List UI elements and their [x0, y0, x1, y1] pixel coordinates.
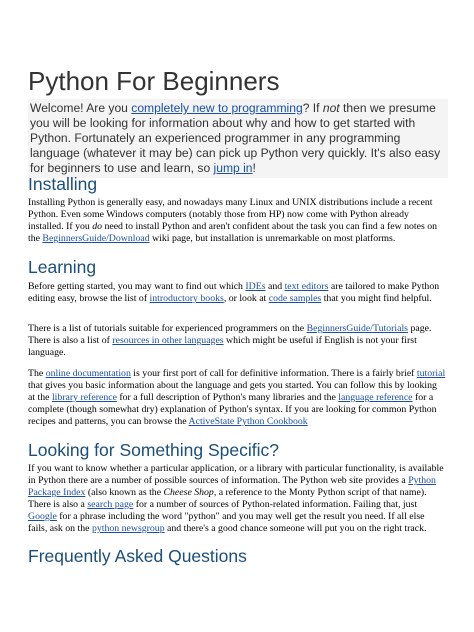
text: for a number of sources of Python-related information. Failing that, just — [133, 499, 418, 510]
text: There is a list of tutorials suitable for experienced programmers on the — [28, 323, 307, 334]
heading-learning: Learning — [28, 257, 97, 277]
link-resources-other-languages[interactable]: resources in other languages — [112, 335, 224, 346]
heading-looking-specific: Looking for Something Specific? — [28, 440, 279, 460]
paragraph-learning-3 — [28, 368, 446, 428]
link-code-samples[interactable]: code samples — [268, 293, 322, 304]
emphasis: Cheese Shop — [163, 487, 214, 498]
page-title: Python For Beginners — [28, 66, 280, 96]
text: and — [265, 281, 285, 292]
text: that you might find helpful. — [321, 293, 432, 304]
link-python-newsgroup[interactable]: python newsgroup — [91, 523, 165, 534]
text: wiki page, but installation is unremarkable on most platforms. — [149, 233, 396, 244]
text: Installing Python is generally easy, and nowadays many Linux and UNIX distributions include a recent Python. Even some Windows computers (notably those from HP) now come with Python already installed. If you — [28, 197, 433, 232]
paragraph-looking-specific — [28, 463, 446, 535]
link-online-documentation[interactable]: online documentation — [45, 368, 131, 379]
text: that gives you basic information about the language and gets you started. You can follow this by looking at the — [28, 380, 437, 403]
heading-faq: Frequently Asked Questions — [28, 546, 247, 566]
text: for a phrase including the word "python" and you may well get the result you need. If all else fails, ask on the — [28, 511, 425, 534]
link-library-reference[interactable]: library reference — [51, 392, 117, 403]
link-tutorial[interactable]: tutorial — [416, 368, 446, 379]
link-language-reference[interactable]: language reference — [338, 392, 413, 403]
text: for a full description of Python's many libraries and the — [116, 392, 339, 403]
intro-text: then we presume you will be looking for information about why and how to get started with Python. Fortunately an experienced programmer in any programming language (whatever it may be) can pick up Python very quickly. It's also easy for beginners to use and learn, so — [30, 101, 441, 175]
paragraph-installing — [28, 197, 446, 245]
text: If you want to know whether a particular application, or a library with particular functionality, is available in Python there are a number of possible sources of information. The Python web site provides a — [28, 463, 444, 486]
emphasis: do — [92, 221, 103, 232]
link-search-page[interactable]: search page — [87, 499, 134, 510]
text: Before getting started, you may want to find out which — [28, 281, 246, 292]
link-beginners-tutorials[interactable]: BeginnersGuide/Tutorials — [306, 323, 408, 334]
text: is your first port of call for definitive information. There is a fairly brief — [130, 368, 417, 379]
text: need to install Python and aren't confident about the task you can find a few notes on the — [28, 221, 438, 244]
text: are tailored to make Python editing easy, browse the list of — [28, 281, 440, 304]
intro-box — [28, 99, 448, 178]
link-ides[interactable]: IDEs — [245, 281, 266, 292]
text: for a complete (though somewhat dry) explanation of Python's syntax. If you are looking for common Python recipes and patterns, you can browse the — [28, 392, 437, 427]
text: , a reference to the Monty Python script of that name). There is also a — [28, 487, 427, 510]
text: , or look at — [223, 293, 269, 304]
link-introductory-books[interactable]: introductory books — [149, 293, 224, 304]
text: (also known as the — [85, 487, 164, 498]
text: page. There is also a list of — [28, 323, 432, 346]
text: which might be useful if English is not your first language. — [28, 335, 417, 358]
link-jump-in[interactable]: jump in — [213, 161, 253, 175]
intro-text: ! — [252, 161, 256, 175]
paragraph-learning-1 — [28, 281, 446, 305]
text: and there's a good chance someone will put you on the right track. — [164, 523, 427, 534]
link-python-package-index[interactable]: Python Package Index — [28, 475, 436, 498]
intro-emphasis: not — [322, 101, 340, 115]
heading-installing: Installing — [28, 174, 98, 194]
link-completely-new[interactable]: completely new to programming — [131, 101, 303, 115]
link-text-editors[interactable]: text editors — [284, 281, 329, 292]
text: The — [28, 368, 46, 379]
intro-text: ? If — [302, 101, 323, 115]
link-google[interactable]: Google — [28, 511, 57, 522]
link-activestate-cookbook[interactable]: ActiveState Python Cookbook — [188, 416, 308, 427]
intro-text: Welcome! Are you — [30, 101, 132, 115]
paragraph-learning-2 — [28, 323, 446, 359]
link-beginners-download[interactable]: BeginnersGuide/Download — [42, 233, 150, 244]
